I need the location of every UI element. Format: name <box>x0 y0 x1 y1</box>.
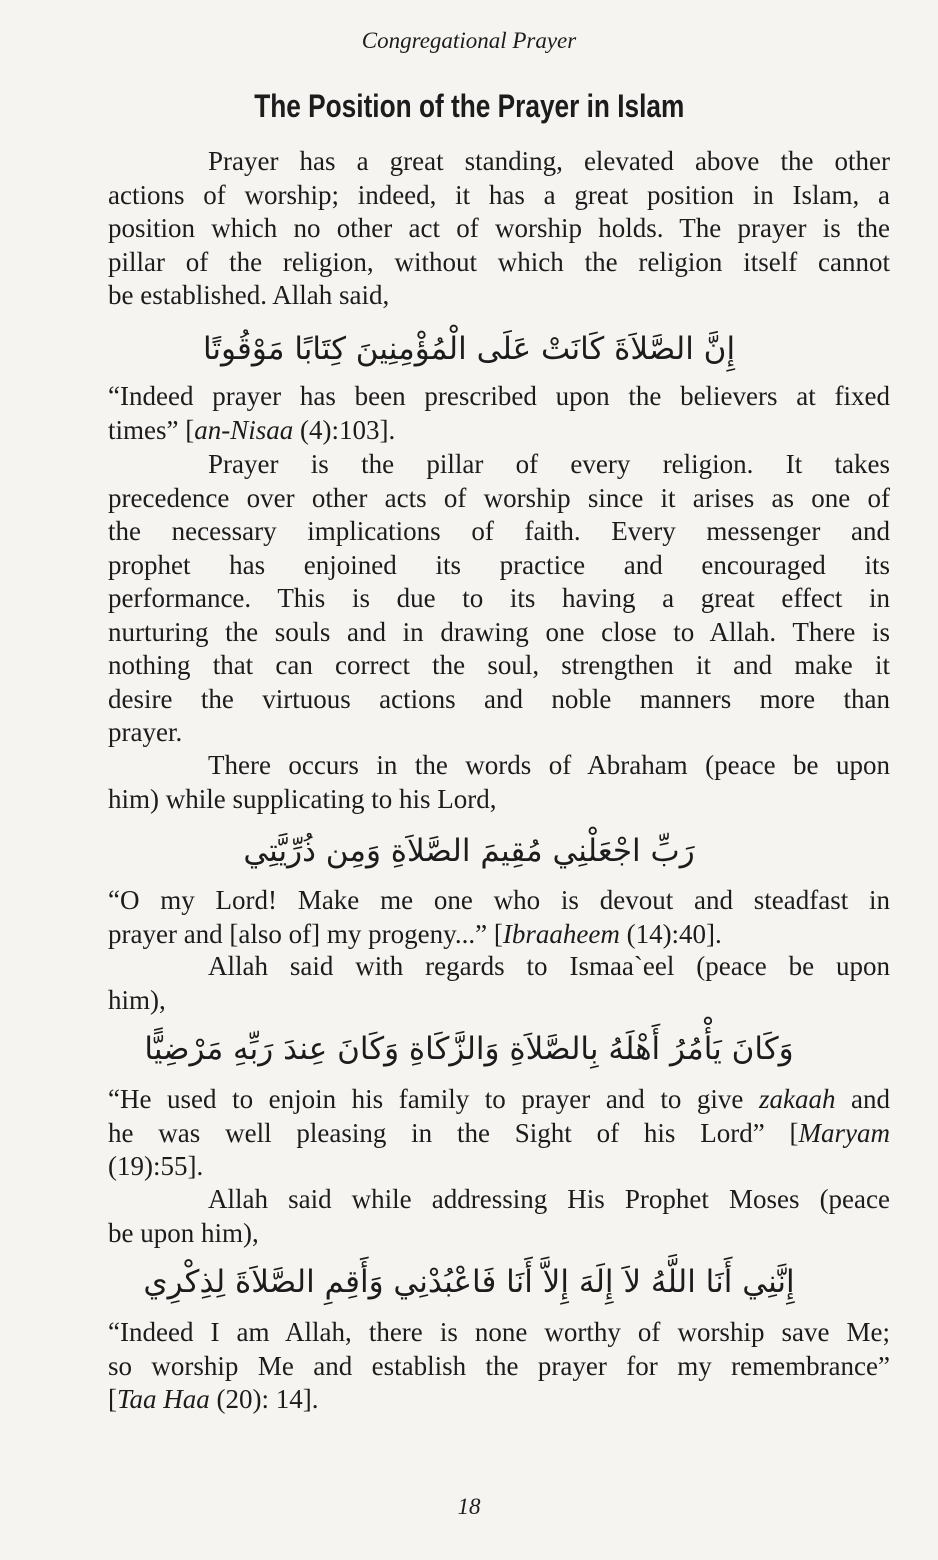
text-line <box>108 414 890 448</box>
arabic-verse-3: وَكَانَ يَأْمُرُ أَهْلَهُ بِالصَّلاَةِ وَالزَّكَاةِ وَكَانَ عِندَ رَبِّهِ مَرْضِيًّا <box>144 1031 794 1067</box>
section-title-text: The Position of the Prayer in Islam <box>253 88 685 124</box>
text-line <box>108 145 890 179</box>
arabic-verse-4: إِنَّنِي أَنَا اللَّهُ لاَ إِلَهَ إِلاَّ أَنَا فَاعْبُدْنِي وَأَقِمِ الصَّلاَةَ لِذِكْرِي <box>143 1264 795 1300</box>
text-segment: pillar of the religion, without which the religion itself cannot <box>108 246 890 277</box>
text-line <box>108 616 890 650</box>
text-segment: (4):103]. <box>293 414 396 445</box>
text-segment: [ <box>108 1384 117 1414</box>
text-segment: precedence over other acts of worship since it arises as one of <box>108 482 890 513</box>
text-line <box>108 950 890 984</box>
text-segment: so worship Me and establish the prayer for my remembrance” <box>108 1350 890 1381</box>
paragraph-pillar <box>108 448 890 750</box>
text-segment: and <box>835 1084 891 1114</box>
arabic-verse-1: إِنَّ الصَّلاَةَ كَانَتْ عَلَى الْمُؤْمِنِينَ كِتَابًا مَوْقُوتًا <box>202 331 736 367</box>
text-segment: (14):40]. <box>619 918 722 949</box>
text-segment: “He used to enjoin his family to prayer and to give <box>108 1084 759 1114</box>
italic-reference: an-Nisaa <box>194 414 294 445</box>
text-line <box>108 1350 890 1384</box>
text-line <box>108 749 890 783</box>
text-line <box>108 246 890 280</box>
text-segment: prayer and [also of] my progeny...” [ <box>108 918 503 949</box>
paragraph-ismaeel <box>108 950 890 1017</box>
text-line <box>108 884 890 918</box>
italic-reference: zakaah <box>758 1084 836 1114</box>
text-line <box>108 683 890 717</box>
text-segment: him) while supplicating to his Lord, <box>108 783 497 814</box>
text-segment: prophet has enjoined its practice and encouraged its <box>108 549 890 580</box>
running-header: Congregational Prayer <box>361 28 577 53</box>
text-line <box>108 448 890 482</box>
text-segment: “O my Lord! Make me one who is devout and steadfast in <box>108 885 890 915</box>
text-line <box>108 1383 890 1417</box>
text-line <box>108 279 890 313</box>
text-segment: performance. This is due to its having a great effect in <box>108 583 890 613</box>
paragraph-translation-4 <box>108 1316 890 1417</box>
text-line <box>108 1217 890 1251</box>
text-line <box>108 179 890 213</box>
text-segment: actions of worship; indeed, it has a great position in Islam, a <box>108 179 890 210</box>
text-segment: position which no other act of worship holds. The prayer is the <box>108 213 890 243</box>
text-segment: “Indeed I am Allah, there is none worthy of worship save Me; <box>108 1317 890 1347</box>
paragraph-moses <box>108 1183 890 1250</box>
text-segment: There occurs in the words of Abraham (peace be upon <box>208 750 890 780</box>
text-line <box>108 582 890 616</box>
text-line <box>108 783 890 817</box>
text-line <box>108 1083 890 1117</box>
text-segment: times” [ <box>108 414 195 445</box>
text-line <box>108 515 890 549</box>
text-segment: Allah said with regards to Ismaa`eel (peace be upon <box>208 951 890 981</box>
text-segment: (20): 14]. <box>209 1384 319 1414</box>
paragraph-translation-3 <box>108 1083 890 1184</box>
text-segment: be established. Allah said, <box>108 280 390 310</box>
italic-reference: Taa Haa <box>117 1384 210 1414</box>
text-segment: Allah said while addressing His Prophet Moses (peace <box>208 1184 890 1214</box>
italic-reference: Ibraaheem <box>502 918 620 949</box>
text-line <box>108 482 890 516</box>
text-segment: be upon him), <box>108 1217 259 1248</box>
text-segment: (19):55]. <box>108 1151 204 1181</box>
text-line <box>108 1183 890 1217</box>
text-segment: nothing that can correct the soul, strengthen it and make it <box>108 650 890 680</box>
paragraph-intro <box>108 145 890 313</box>
text-segment: Prayer is the pillar of every religion. It takes <box>208 449 890 479</box>
text-line <box>108 380 890 414</box>
text-line <box>108 984 890 1018</box>
text-line <box>108 716 890 750</box>
text-line <box>108 1117 890 1151</box>
text-segment: Prayer has a great standing, elevated above the other <box>208 146 890 176</box>
paragraph-translation-2 <box>108 884 890 951</box>
arabic-verse-2: رَبِّ اجْعَلْنِي مُقِيمَ الصَّلاَةِ وَمِن ذُرِّيَّتِي <box>243 833 695 869</box>
text-segment: he was well pleasing in the Sight of his Lord” [ <box>108 1117 799 1148</box>
text-line <box>108 1150 890 1184</box>
text-segment: nurturing the souls and in drawing one close to Allah. There is <box>108 616 890 647</box>
paragraph-abraham <box>108 749 890 816</box>
italic-reference: Maryam <box>798 1117 890 1148</box>
text-segment: “Indeed prayer has been prescribed upon the believers at fixed <box>108 381 890 411</box>
page-number: 18 <box>457 1494 481 1519</box>
paragraph-translation-1 <box>108 380 890 447</box>
section-title <box>0 88 938 125</box>
text-segment: prayer. <box>108 717 183 747</box>
text-segment: the necessary implications of faith. Every messenger and <box>108 516 890 546</box>
text-line <box>108 549 890 583</box>
text-segment: desire the virtuous actions and noble manners more than <box>108 683 890 714</box>
text-segment: him), <box>108 984 166 1015</box>
text-line <box>108 918 890 952</box>
text-line <box>108 1316 890 1350</box>
text-line <box>108 212 890 246</box>
text-line <box>108 649 890 683</box>
